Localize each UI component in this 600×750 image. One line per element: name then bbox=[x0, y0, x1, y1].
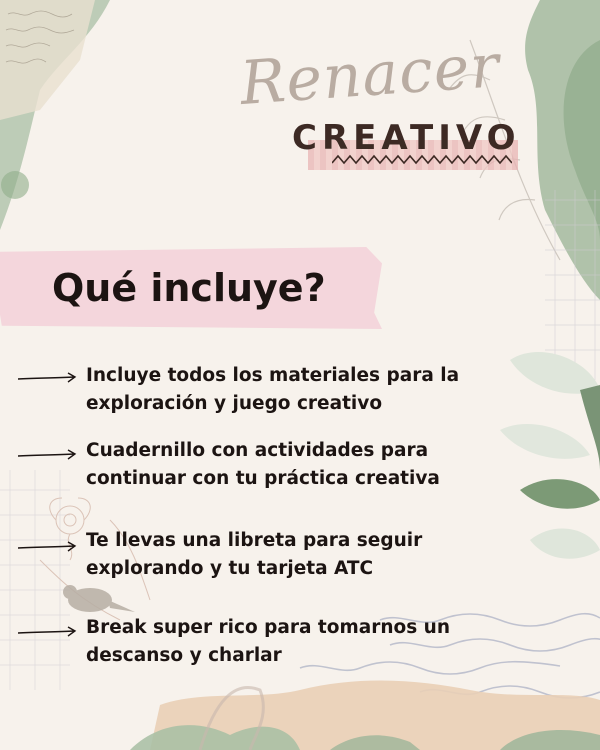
list-item-text: Incluye todos los materiales para la exploración y juego creativo bbox=[86, 365, 460, 414]
arrow-right-icon bbox=[16, 541, 78, 553]
grid-bottom-left bbox=[0, 470, 70, 690]
logo-zigzag bbox=[332, 153, 512, 167]
arrow-right-icon bbox=[16, 372, 78, 384]
logo-word: CREATIVO bbox=[292, 118, 521, 158]
arrow-right-icon bbox=[16, 626, 78, 638]
page-title: Qué incluye? bbox=[52, 266, 326, 310]
list-item-text: Break super rico para tomarnos un descanso y charlar bbox=[86, 617, 451, 666]
logo-script: Renacer bbox=[237, 31, 503, 119]
bird-sketch bbox=[63, 585, 135, 612]
list-item-text: Cuadernillo con actividades para continuar con tu práctica creativa bbox=[86, 440, 440, 489]
list-item-text: Te llevas una libreta para seguir explorando y tu tarjeta ATC bbox=[86, 530, 423, 579]
arrow-right-icon bbox=[16, 449, 78, 461]
old-paper-top-left bbox=[0, 0, 95, 120]
